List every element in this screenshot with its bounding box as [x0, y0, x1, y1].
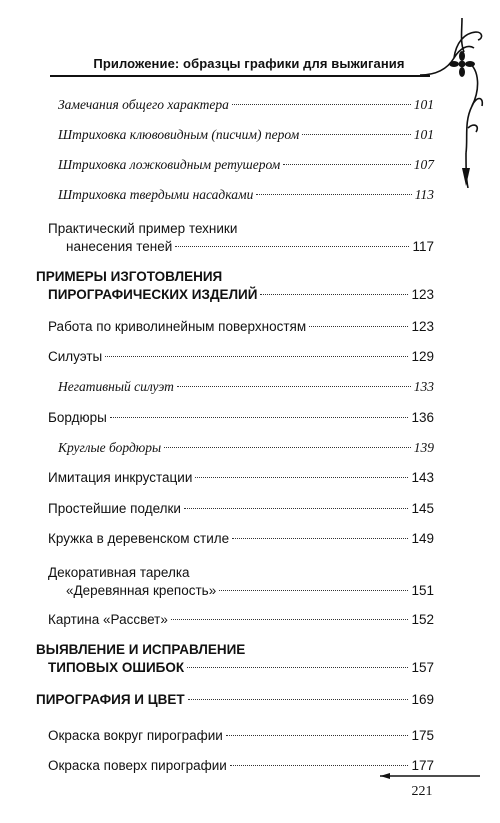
running-header: Приложение: образцы графики для выжигания — [93, 56, 405, 71]
toc-entry-page: 136 — [411, 410, 434, 425]
toc-entry-title: Окраска поверх пирографии — [48, 758, 227, 773]
toc-entry-title: Имитация инкрустации — [48, 470, 193, 485]
toc-entry-page: 143 — [411, 470, 434, 485]
toc-entry — [48, 757, 434, 775]
page-number: 221 — [411, 784, 433, 799]
toc-entry — [48, 348, 434, 366]
leader-dots — [260, 294, 408, 295]
toc-entry-page: 107 — [413, 157, 434, 172]
toc-entry-title: Штриховка ложковидным ретушером — [58, 157, 281, 172]
toc-entry-page: 129 — [411, 349, 434, 364]
toc-entry-page: 139 — [413, 440, 434, 455]
toc-entry — [48, 318, 434, 336]
leader-dots — [184, 508, 409, 509]
toc-section — [36, 691, 434, 709]
leader-dots — [188, 699, 409, 700]
toc-entry-title: Штриховка клювовидным (писчим) пером — [58, 127, 300, 142]
toc-entry-title: Простейшие поделки — [48, 501, 181, 516]
toc-entry — [58, 156, 434, 174]
toc-entry — [58, 186, 434, 204]
toc-entry — [48, 500, 434, 518]
toc-entry — [48, 564, 434, 600]
toc-entry-page: 101 — [413, 97, 434, 112]
toc-entry-title: Негативный силуэт — [58, 379, 174, 394]
leader-dots — [302, 134, 411, 135]
leader-dots — [164, 447, 411, 448]
leader-dots — [226, 735, 409, 736]
leader-dots — [283, 164, 410, 165]
leader-dots — [105, 356, 408, 357]
toc-entry-title: Круглые бордюры — [58, 440, 162, 455]
leader-dots — [195, 477, 408, 478]
toc-entry-page: 149 — [411, 531, 434, 546]
toc-entry-title: Картина «Рассвет» — [48, 612, 168, 627]
toc-entry-page: 152 — [411, 612, 434, 627]
toc-section-page: 169 — [411, 692, 434, 707]
toc-entry — [48, 409, 434, 427]
toc-entry-title: Силуэты — [48, 349, 103, 364]
leader-dots — [171, 619, 409, 620]
leader-dots — [187, 667, 408, 668]
toc-entry-title: Замечания общего характера — [58, 97, 229, 112]
toc-entry-title: Практический пример техники — [48, 221, 238, 236]
leader-dots — [175, 246, 409, 247]
toc-section — [36, 268, 434, 304]
toc-entry-title-cont: нанесения теней — [66, 239, 173, 254]
toc-entry-page: 133 — [413, 379, 434, 394]
leader-dots — [256, 194, 411, 195]
toc-entry — [48, 530, 434, 548]
toc-entry — [58, 96, 434, 114]
toc-entry-page: 113 — [414, 187, 434, 202]
leader-dots — [309, 326, 408, 327]
toc-entry-title: Окраска вокруг пирографии — [48, 728, 223, 743]
toc-section-title: ПИРОГРАФИЯ И ЦВЕТ — [36, 692, 185, 707]
toc-entry-title: Кружка в деревенском стиле — [48, 531, 230, 546]
toc-entry — [58, 126, 434, 144]
toc-entry — [58, 439, 434, 457]
toc-entry-title: Работа по криволинейным поверхностям — [48, 319, 307, 334]
toc-entry — [48, 611, 434, 629]
footer-rule — [380, 770, 480, 782]
toc-entry-title-cont: «Деревянная крепость» — [66, 583, 217, 598]
toc-section-title: ВЫЯВЛЕНИЕ И ИСПРАВЛЕНИЕ — [36, 642, 246, 657]
toc-entry-title: Штриховка твердыми насадками — [58, 187, 254, 202]
toc-section — [36, 641, 434, 677]
toc-entry-title: Бордюры — [48, 410, 107, 425]
toc-entry — [48, 727, 434, 745]
toc-entry — [48, 469, 434, 487]
toc-entry-page: 175 — [411, 728, 434, 743]
toc-section-page: 157 — [411, 660, 434, 675]
toc-entry-page: 151 — [411, 583, 434, 598]
leader-dots — [110, 417, 409, 418]
leader-dots — [230, 765, 409, 766]
leader-dots — [232, 104, 411, 105]
toc-entry-page: 145 — [411, 501, 434, 516]
toc-entry-page: 177 — [411, 758, 434, 773]
toc-entry-page: 123 — [411, 319, 434, 334]
leader-dots — [232, 538, 408, 539]
toc-entry — [58, 378, 434, 396]
toc-section-title: ПРИМЕРЫ ИЗГОТОВЛЕНИЯ — [36, 269, 223, 284]
toc-entry — [48, 220, 434, 256]
header-rule — [50, 75, 430, 77]
leader-dots — [177, 386, 411, 387]
toc-section-title-cont: ПИРОГРАФИЧЕСКИХ ИЗДЕЛИЙ — [48, 287, 258, 302]
toc-section-page: 123 — [411, 287, 434, 302]
toc-entry-page: 117 — [412, 239, 434, 254]
toc-entry-title: Декоративная тарелка — [48, 565, 190, 580]
toc-section-title-cont: ТИПОВЫХ ОШИБОК — [48, 660, 185, 675]
toc-entry-page: 101 — [413, 127, 434, 142]
leader-dots — [219, 590, 408, 591]
